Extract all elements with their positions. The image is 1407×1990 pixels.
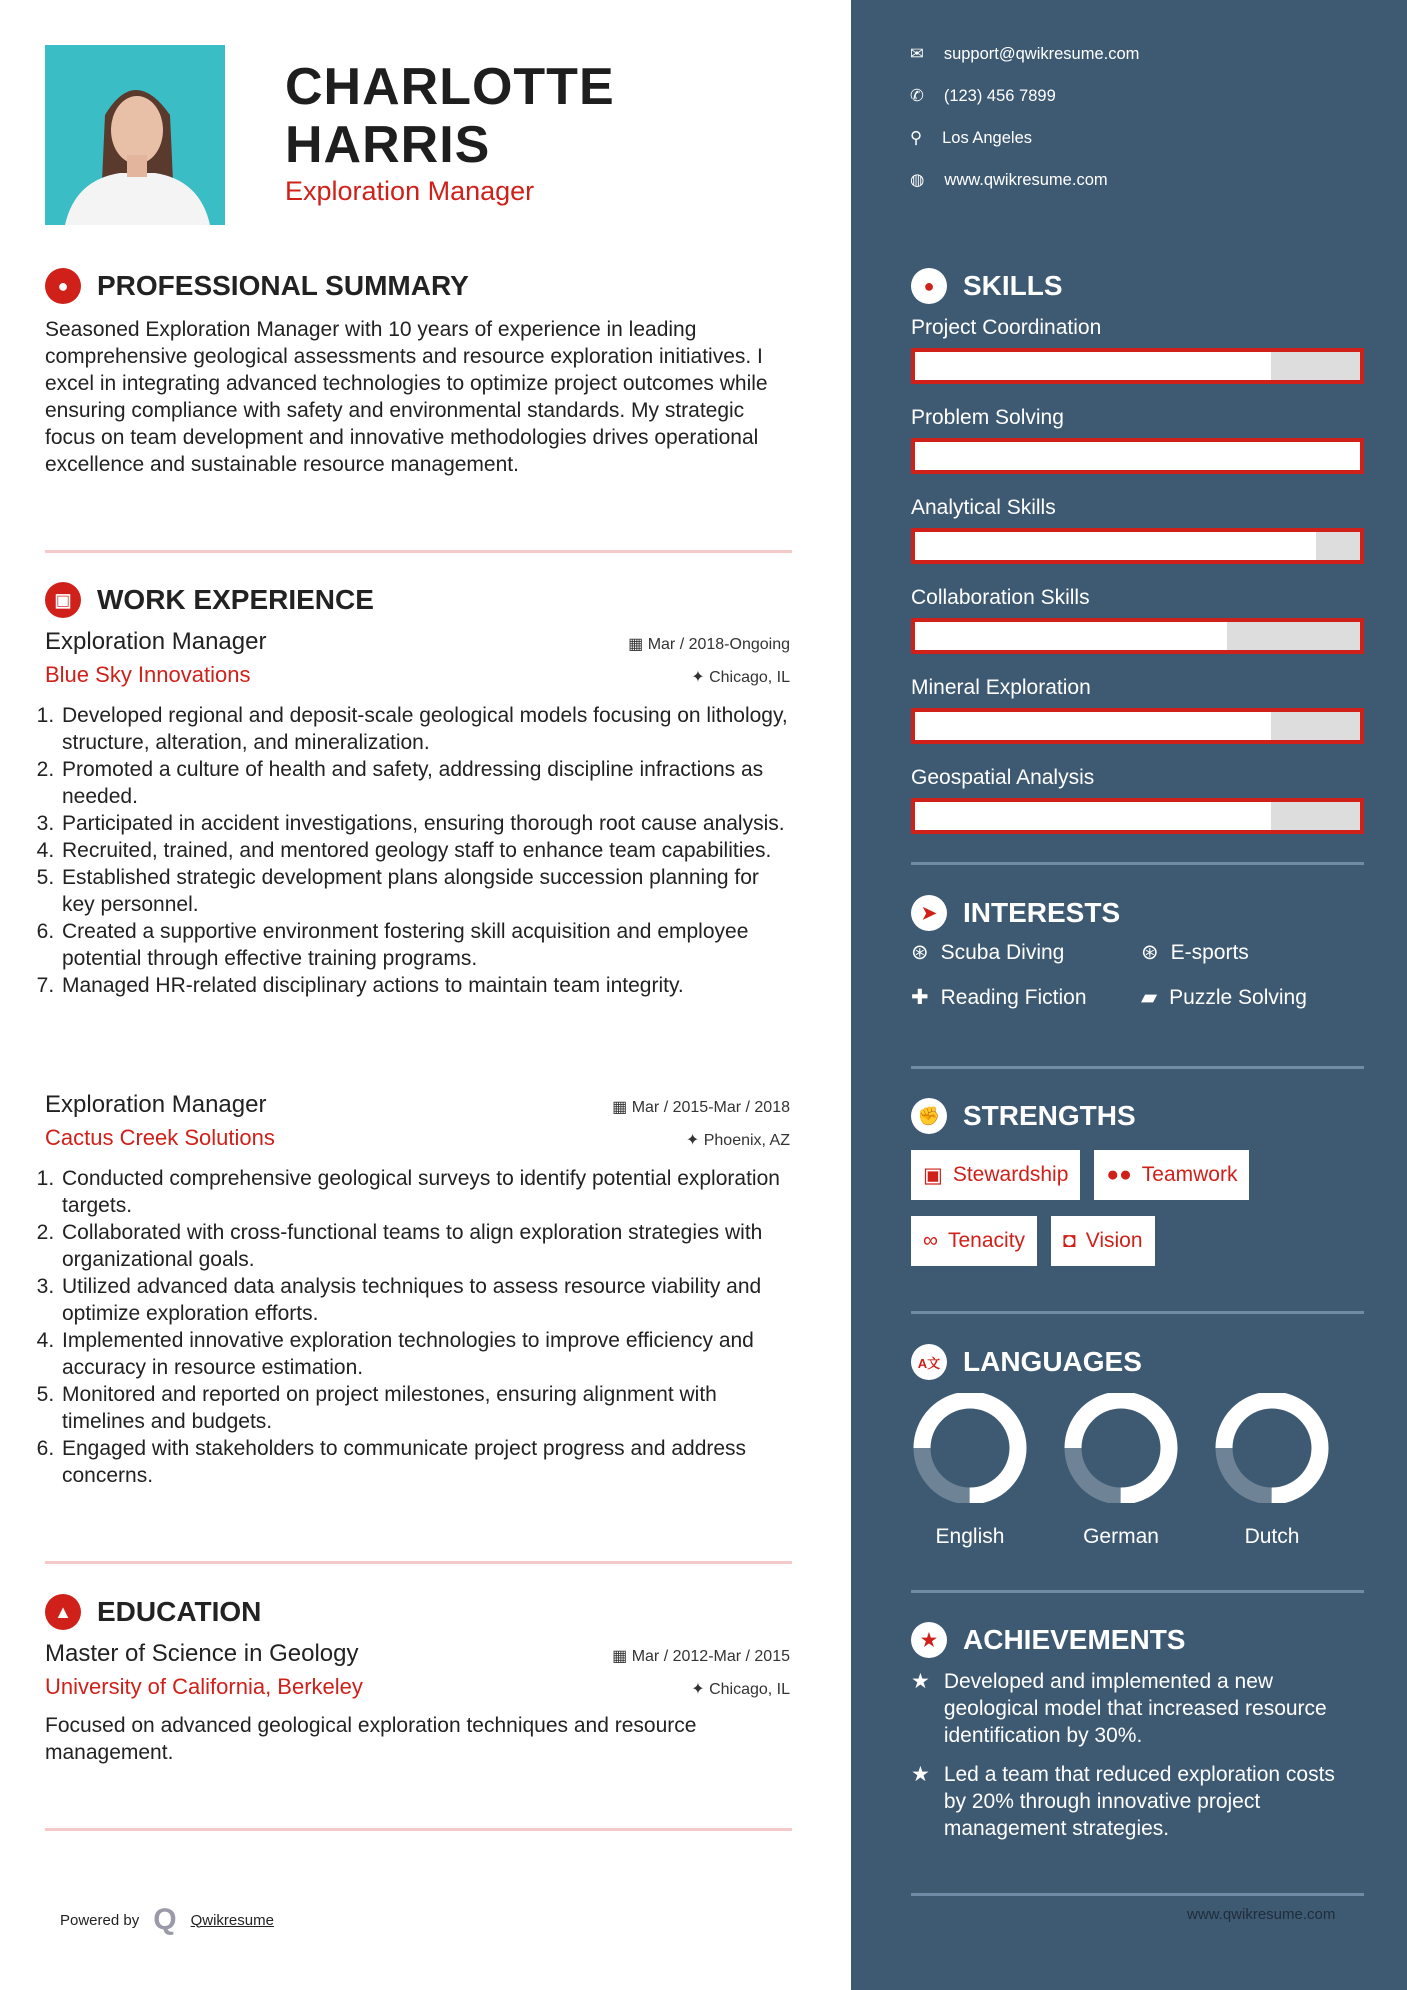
qwikresume-link[interactable]: Qwikresume (190, 1911, 274, 1929)
language-item (1207, 1393, 1337, 1549)
skill-bar-fill (915, 532, 1316, 560)
divider (911, 1066, 1364, 1069)
bullet: 6. Created a supportive environment fostering skill acquisition and employee potential through effective training programs. (60, 918, 790, 972)
bullet: 6. Engaged with stakeholders to communicate project progress and address concerns. (60, 1435, 790, 1489)
job-bullets (41, 702, 790, 999)
profile-photo (45, 45, 225, 225)
skill-item (911, 496, 1364, 564)
summary-heading (45, 268, 469, 304)
degree: Master of Science in Geology (45, 1640, 359, 1667)
bullet: 3. Participated in accident investigations, ensuring thorough root cause analysis. (60, 810, 790, 837)
pin-icon: ✦ (685, 1132, 704, 1149)
interest-item: ⊛ Scuba Diving (911, 940, 1065, 964)
skill-name: Mineral Exploration (911, 676, 1091, 699)
languages-list (905, 1393, 1337, 1549)
divider (45, 1828, 792, 1831)
users-icon: ●● (1106, 1163, 1132, 1186)
bullet: 4. Recruited, trained, and mentored geology staff to enhance team capabilities. (60, 837, 790, 864)
bullet: 1. Developed regional and deposit-scale geological models focusing on lithology, structure, alteration, and mineralization. (60, 702, 790, 756)
skill-name: Project Coordination (911, 316, 1102, 339)
interest-item: ✚ Reading Fiction (911, 985, 1087, 1009)
achievements-list (911, 1668, 1351, 1854)
contact-email: ✉ support@qwikresume.com (910, 44, 1140, 63)
divider (45, 550, 792, 553)
book-icon: ▰ (1141, 986, 1158, 1009)
language-name: German (1083, 1525, 1159, 1548)
strength-chip: ▣ Stewardship (911, 1150, 1080, 1200)
skill-bar (911, 438, 1364, 474)
interests-heading: ➤ INTERESTS (911, 895, 1120, 931)
skill-name: Geospatial Analysis (911, 766, 1095, 789)
life-ring-icon: ⊛ (1141, 941, 1159, 964)
strengths-heading: ✊ STRENGTHS (911, 1098, 1136, 1134)
binoculars-icon: ◘ (1063, 1229, 1076, 1252)
skill-bar-fill (915, 802, 1271, 830)
language-donut (1207, 1393, 1337, 1503)
skill-bar (911, 708, 1364, 744)
summary-heading-text: PROFESSIONAL SUMMARY (97, 270, 469, 301)
strength-chip: ●● Teamwork (1094, 1150, 1249, 1200)
bullet: 1. Conducted comprehensive geological surveys to identify potential exploration targets. (60, 1165, 790, 1219)
language-item (1056, 1393, 1186, 1549)
skill-name: Problem Solving (911, 406, 1064, 429)
briefcase-icon: ▣ (45, 582, 81, 618)
strength-chip: ∞ Tenacity (911, 1216, 1037, 1266)
lightbulb-icon: ● (911, 268, 947, 304)
language-name: English (935, 1525, 1005, 1548)
language-donut (1056, 1393, 1186, 1503)
contact-website: ◍ www.qwikresume.com (910, 170, 1108, 189)
job-title: Exploration Manager (45, 628, 267, 655)
star-icon: ★ (911, 1763, 930, 1786)
work-heading (45, 582, 374, 618)
language-donut (905, 1393, 1035, 1503)
skill-bar (911, 618, 1364, 654)
job-title: Exploration Manager (45, 1091, 267, 1118)
pin-icon: ✦ (691, 669, 710, 686)
bullet: 3. Utilized advanced data analysis techniques to assess resource viability and optimize exploration efforts. (60, 1273, 790, 1327)
candidate-name (285, 58, 615, 174)
skill-bar (911, 348, 1364, 384)
strength-chip: ◘ Vision (1051, 1216, 1155, 1266)
calendar-icon: ▦ (628, 636, 648, 653)
language-item (905, 1393, 1035, 1549)
briefcase-icon: ▣ (923, 1163, 943, 1187)
company-name: Cactus Creek Solutions (45, 1125, 275, 1150)
bullet: 2. Collaborated with cross-functional teams to align exploration strategies with organizational goals. (60, 1219, 790, 1273)
star-icon: ★ (911, 1670, 930, 1693)
skill-bar (911, 528, 1364, 564)
job-date: ▦ Mar / 2018-Ongoing (628, 636, 790, 653)
translate-icon: A文 (911, 1344, 947, 1380)
bullet: 5. Established strategic development plans alongside succession planning for key personnel. (60, 864, 790, 918)
summary-text: Seasoned Exploration Manager with 10 years of experience in leading comprehensive geological assessments and resource exploration initiatives. I excel in integrating advanced technologies to optimize project outcomes while ensuring compliance with safety and environmental standards. My strategic focus on team development and innovative methodologies drives operational excellence and sustainable resource management. (45, 318, 768, 476)
job-location: ✦ Chicago, IL (691, 669, 790, 686)
job-entry (45, 628, 790, 999)
divider (911, 1311, 1364, 1314)
skill-item (911, 766, 1364, 834)
education-description: Focused on advanced geological exploration techniques and resource management. (45, 1714, 697, 1764)
skill-bar (911, 798, 1364, 834)
qwikresume-logo-icon: Q (153, 1903, 177, 1936)
strengths-list (911, 1150, 1371, 1266)
interests-list (911, 940, 1341, 1010)
interest-item: ▰ Puzzle Solving (1141, 985, 1307, 1009)
skill-item (911, 676, 1364, 744)
edu-date: ▦ Mar / 2012-Mar / 2015 (612, 1648, 790, 1665)
globe-icon: ◍ (910, 171, 925, 189)
divider (911, 1590, 1364, 1593)
paper-plane-icon: ➤ (911, 895, 947, 931)
life-ring-icon: ⊛ (911, 941, 929, 964)
interest-item: ⊛ E-sports (1141, 940, 1249, 964)
powered-by (60, 1903, 274, 1937)
footer-website: www.qwikresume.com (1187, 1906, 1336, 1923)
graduation-icon: ▲ (45, 1594, 81, 1630)
contact-phone: ✆ (123) 456 7899 (910, 86, 1056, 105)
education-entry (45, 1640, 790, 1766)
envelope-icon: ✉ (910, 45, 924, 63)
skill-item (911, 406, 1364, 474)
work-heading-text: WORK EXPERIENCE (97, 584, 374, 615)
achievement-item: ★ Led a team that reduced exploration costs by 20% through innovative project management strategies. (911, 1763, 1335, 1840)
star-badge-icon: ★ (911, 1622, 947, 1658)
gamepad-icon: ✚ (911, 986, 929, 1009)
divider (911, 862, 1364, 865)
job-bullets (41, 1165, 790, 1489)
education-heading (45, 1594, 261, 1630)
bullet: 4. Implemented innovative exploration technologies to improve efficiency and accuracy in resource estimation. (60, 1327, 790, 1381)
divider (45, 1561, 792, 1564)
job-entry (45, 1091, 790, 1489)
map-pin-icon: ⚲ (910, 129, 923, 147)
skill-bar-fill (915, 712, 1271, 740)
achievement-item: ★ Developed and implemented a new geological model that increased resource identification by 30%. (911, 1670, 1327, 1747)
education-heading-text: EDUCATION (97, 1596, 262, 1627)
pin-icon: ✦ (691, 1681, 710, 1698)
skills-list (911, 316, 1364, 856)
link-icon: ∞ (923, 1229, 938, 1252)
achievements-heading: ★ ACHIEVEMENTS (911, 1622, 1185, 1658)
skill-item (911, 586, 1364, 654)
name-line-2: HARRIS (285, 116, 491, 174)
skill-bar-fill (915, 622, 1227, 650)
phone-icon: ✆ (910, 87, 924, 105)
calendar-icon: ▦ (612, 1648, 632, 1665)
bullet: 7. Managed HR-related disciplinary actions to maintain team integrity. (60, 972, 790, 999)
skill-item (911, 316, 1364, 384)
language-name: Dutch (1244, 1525, 1300, 1548)
skill-bar-fill (915, 352, 1271, 380)
bullet: 2. Promoted a culture of health and safety, addressing discipline infractions as needed. (60, 756, 790, 810)
user-icon: ● (45, 268, 81, 304)
company-name: Blue Sky Innovations (45, 662, 251, 687)
languages-heading: A文 LANGUAGES (911, 1344, 1142, 1380)
skill-name: Analytical Skills (911, 496, 1056, 519)
skills-heading: ● SKILLS (911, 268, 1063, 304)
school-name: University of California, Berkeley (45, 1674, 363, 1699)
job-location: ✦ Phoenix, AZ (685, 1132, 790, 1149)
name-line-1: CHARLOTTE (285, 58, 615, 116)
skill-bar-fill (915, 442, 1360, 470)
contact-location: ⚲ Los Angeles (910, 128, 1032, 147)
fist-icon: ✊ (911, 1098, 947, 1134)
skill-name: Collaboration Skills (911, 586, 1090, 609)
job-date: ▦ Mar / 2015-Mar / 2018 (612, 1099, 790, 1116)
calendar-icon: ▦ (612, 1099, 632, 1116)
powered-by-text: Powered by (60, 1911, 140, 1929)
divider (911, 1893, 1364, 1896)
job-title: Exploration Manager (285, 176, 535, 206)
bullet: 5. Monitored and reported on project milestones, ensuring alignment with timelines and budgets. (60, 1381, 790, 1435)
edu-location: ✦ Chicago, IL (691, 1681, 790, 1698)
